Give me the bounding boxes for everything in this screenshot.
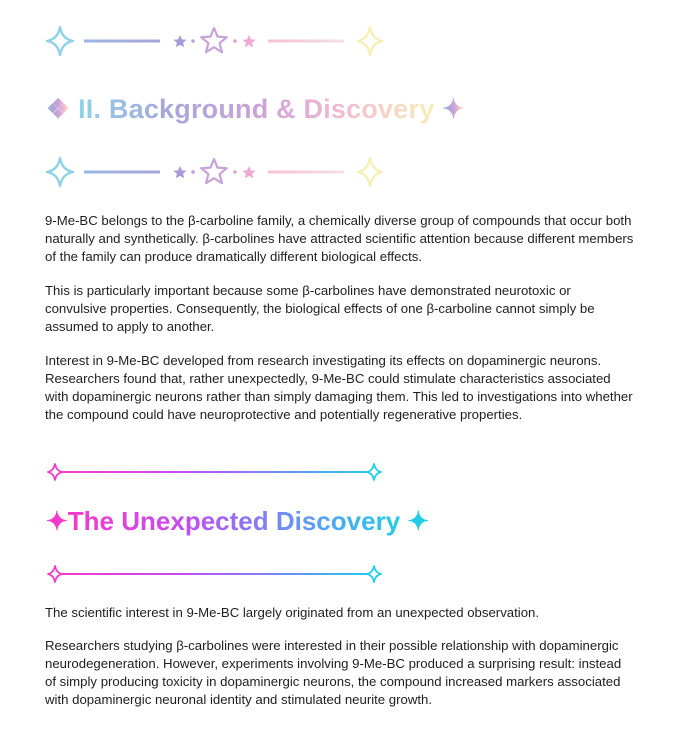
paragraph: This is particularly important because some β-carbolines have demonstrated neurotoxic or convulsive properties. Consequently, the biological effects of one β-carboline cannot simply be assumed to apply to another. [45, 283, 595, 334]
pastel-divider-bottom [44, 155, 394, 189]
neon-divider-top [44, 460, 394, 484]
section-title: II. Background & Discovery [78, 94, 435, 124]
outline-star-icon [201, 159, 227, 183]
sparkle-icon: ✦ [442, 94, 465, 124]
small-star-icon [173, 35, 186, 47]
small-star-icon-pink [242, 35, 255, 47]
paragraph: Researchers studying β-carbolines were interested in their possible relationship with dopaminergic neurodegeneration. However, experiments involving 9-Me-BC produced a surprising result: instead of simply producing toxicity in dopaminergic neurons, the compound increased markers associated with dopaminergic neuronal identity and stimulated neurite growth. [45, 638, 622, 707]
pastel-divider-top [44, 24, 394, 58]
paragraph: Interest in 9-Me-BC developed from research investigating its effects on dopaminergic neurons. Researchers found that, rather unexpectedly, 9-Me-BC could stimulate characteristics associated with dopaminergic neurons rather than simply damaging them. This led to investigations into whether the compound could have neuroprotective and potentially regenerative properties. [45, 353, 633, 422]
sparkle-icon-magenta [48, 566, 62, 582]
outline-star-icon [201, 28, 227, 52]
sparkle-icon-cyan [367, 464, 381, 480]
section-heading-background [46, 94, 465, 125]
small-star-icon-pink [242, 166, 255, 178]
sparkle-icon [47, 27, 73, 55]
sparkle-icon [47, 158, 73, 186]
small-star-icon [173, 166, 186, 178]
section-title: The Unexpected Discovery [67, 506, 401, 536]
sparkle-icon-yellow [358, 27, 382, 55]
sparkle-icon-magenta: ✦ [46, 506, 68, 536]
sparkle-icon-cyan: ✦ [407, 506, 430, 536]
paragraph: The scientific interest in 9-Me-BC largely originated from an unexpected observation. [45, 605, 540, 620]
section-heading-discovery [46, 506, 429, 537]
neon-divider-bottom [44, 562, 394, 586]
sparkle-icon-magenta [48, 464, 62, 480]
sparkle-icon-cyan [367, 566, 381, 582]
paragraph: 9-Me-BC belongs to the β-carboline family, a chemically diverse group of compounds that occur both naturally and synthetically. β-carbolines have attracted scientific attention because different members of the family can produce dramatically different biological effects. [45, 213, 634, 264]
sparkle-icon-yellow [358, 158, 382, 186]
diamond-cluster-icon: ❖ [46, 94, 71, 124]
